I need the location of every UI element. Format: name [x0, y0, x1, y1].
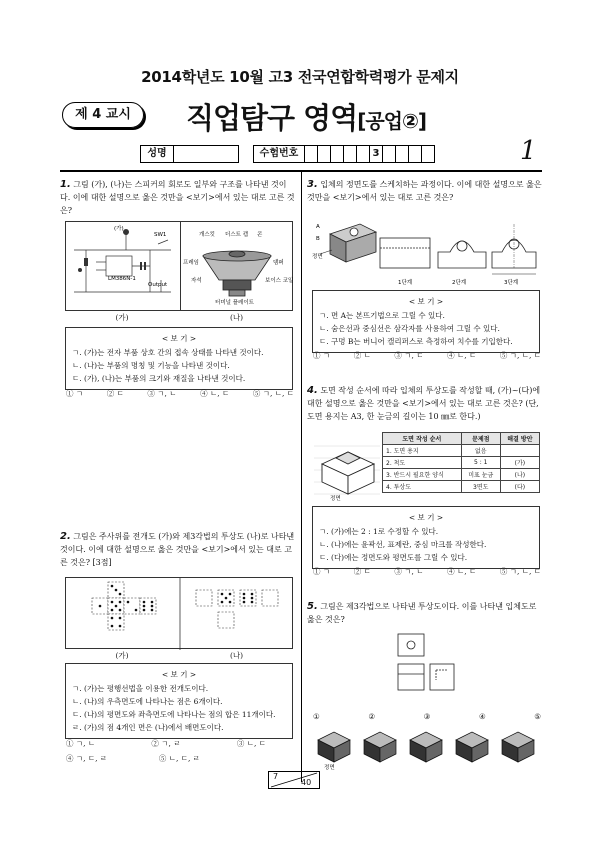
spacer: [238, 145, 254, 163]
bogi-item: ㄷ. (다)에는 정면도와 평면도를 그릴 수 있다.: [319, 553, 468, 562]
label-magnet: 자석: [191, 278, 202, 284]
exam-no-cell[interactable]: [395, 145, 409, 163]
col-header: 문제점: [461, 433, 500, 445]
table-cell: (다): [500, 481, 539, 493]
question-number: 3.: [307, 179, 318, 190]
page-number: 1: [520, 136, 537, 166]
circuit-ga-label: (가): [114, 226, 124, 232]
q5-choice-marks: [313, 712, 541, 721]
bogi-title: < 보 기 >: [161, 334, 197, 343]
question-1: [60, 178, 296, 217]
label-gasket: 개스킷: [199, 232, 215, 238]
step-2-drawing: [438, 241, 486, 268]
q2-options-row1: [66, 738, 266, 749]
dice-diagrams: [66, 578, 294, 650]
question-number: 1.: [60, 179, 71, 190]
bogi-item: ㄱ. (가)에는 2 : 1로 수정할 수 있다.: [319, 527, 439, 536]
option-3[interactable]: ③ ㄱ, ㄷ: [394, 351, 424, 360]
q3-bogi: [312, 290, 540, 353]
col-header: 해결 방안: [500, 433, 539, 445]
option-2[interactable]: ② ㄴ: [353, 351, 371, 360]
option-3[interactable]: ③ ㄱ, ㄴ: [394, 567, 424, 576]
candidate-info: [140, 145, 434, 163]
speaker-diagram: [181, 222, 293, 310]
table-row: [383, 481, 540, 493]
circuit-components: [78, 229, 146, 272]
bogi-item: ㄹ. (가)의 점 4개인 면은 (나)에서 배면도이다.: [72, 723, 224, 732]
label-front: 정면: [312, 254, 323, 260]
label-voicecoil: 보이스 코일: [265, 278, 293, 284]
bogi-item: ㄷ. 구멍 B는 버니어 캘리퍼스로 측정하여 치수를 기입한다.: [319, 337, 513, 346]
exam-title: 2014학년도 10월 고3 전국연합학력평가 문제지: [141, 68, 459, 86]
exam-no-label: 수험번호: [253, 145, 305, 163]
exam-no-cell[interactable]: [382, 145, 396, 163]
subject-title: [186, 96, 426, 137]
page-current: 7: [273, 772, 279, 781]
page-indicator: [268, 771, 320, 789]
option-5[interactable]: ⑤ ㄱ, ㄴ, ㄷ: [499, 351, 541, 360]
front-view: [398, 664, 424, 690]
name-label: 성명: [140, 145, 174, 163]
bogi-title: < 보 기 >: [408, 513, 444, 522]
label-terminal: 터미널 플레이트: [215, 300, 254, 306]
bogi-item: ㄱ. (가)는 전자 부품 상호 간의 접속 상태를 나타낸 것이다.: [72, 348, 264, 357]
q2-figure: [65, 577, 293, 649]
label-frame: 프레임: [183, 260, 199, 266]
bogi-item: ㄴ. 숨은선과 중심선은 삼각자를 사용하여 그릴 수 있다.: [319, 324, 500, 333]
bogi-item: ㄷ. (가), (나)는 부품의 크기와 재질을 나타낸 것이다.: [72, 374, 246, 383]
q5-orthographic: [380, 630, 470, 696]
exam-no-digit: 3: [369, 145, 383, 163]
bogi-item: ㄱ. (가)는 평행선법을 이용한 전개도이다.: [72, 684, 209, 693]
q1-caption-b: (나): [229, 313, 244, 322]
q1-options: [66, 388, 294, 399]
table-cell: 1. 도면 용지: [383, 445, 462, 457]
option-5[interactable]: ⑤: [534, 712, 541, 721]
circuit-diagram: [66, 222, 180, 310]
table-cell: 3. 반드시 필요한 양식: [383, 469, 462, 481]
switch-label: SW1: [154, 232, 167, 238]
option-3[interactable]: ③ ㄴ, ㄷ: [236, 739, 266, 748]
option-3[interactable]: ③: [423, 712, 431, 721]
question-4: [307, 384, 543, 423]
question-number: 5.: [307, 601, 318, 612]
table-cell: 없음: [461, 445, 500, 457]
option-4[interactable]: ④ ㄴ, ㄷ: [447, 351, 477, 360]
solid-4: [456, 732, 488, 762]
table-cell: [500, 445, 539, 457]
bogi-item: ㄷ. (나)의 평면도와 좌측면도에 나타나는 점의 합은 11개이다.: [72, 710, 276, 719]
q1-bogi: [65, 327, 293, 390]
solid-2: [364, 732, 396, 762]
step-1-label: 1단계: [398, 280, 413, 286]
isometric-part: [330, 224, 376, 262]
table-cell: (가): [500, 457, 539, 469]
table-row: [383, 445, 540, 457]
table-cell: 미표 눈금: [461, 469, 500, 481]
solid-1: [318, 732, 350, 762]
side-view: [430, 664, 454, 690]
period-badge: 제 4 교시: [62, 102, 144, 128]
bogi-item: ㄴ. (나)의 우측면도에 나타나는 점은 6개이다.: [72, 697, 223, 706]
q5-choice-solids: [312, 722, 542, 770]
question-2: [60, 530, 296, 569]
exam-no-cell[interactable]: [421, 145, 435, 163]
column-divider: [301, 172, 302, 782]
exam-no-cell[interactable]: [408, 145, 422, 163]
step-1-drawing: [380, 238, 430, 268]
option-1[interactable]: ①: [313, 712, 320, 721]
exam-no-cell[interactable]: [304, 145, 318, 163]
table-cell: 4. 투상도: [383, 481, 462, 493]
option-4[interactable]: ④: [478, 712, 486, 721]
ic-label: LM386N-1: [108, 276, 136, 282]
q3-sketch-figure: [310, 210, 542, 286]
option-4[interactable]: ④ ㄱ, ㄷ, ㄹ: [66, 754, 108, 763]
table-cell: 3면도: [461, 481, 500, 493]
option-5[interactable]: ⑤ ㄱ, ㄴ, ㄷ: [252, 389, 294, 398]
bogi-item: ㄱ. 면 A는 본뜨기법으로 그릴 수 있다.: [319, 311, 445, 320]
option-2[interactable]: ② ㄷ: [353, 567, 371, 576]
option-1[interactable]: ① ㄱ: [313, 351, 331, 360]
dice-projection: [196, 590, 278, 628]
table-cell: (나): [500, 469, 539, 481]
exam-no-cell[interactable]: [343, 145, 357, 163]
step-3-label: 3단계: [504, 280, 519, 286]
question-number: 4.: [307, 385, 318, 396]
step-3-drawing: [492, 224, 536, 274]
option-5[interactable]: ⑤ ㄱ, ㄴ, ㄷ: [499, 567, 541, 576]
name-field[interactable]: [173, 145, 239, 163]
label-damper: 댐퍼: [273, 260, 284, 266]
solid-3: [410, 732, 442, 762]
table-cell: 5 : 1: [461, 457, 500, 469]
question-text: 도면 작성 순서에 따라 입체의 투상도를 작성할 때, (가)~(다)에 대한 설명으로 옳은 것만을 <보기>에서 있는 대로 고른 것은? (단, 도면 용지는 A3, 한 눈금의 길이는 10 ㎜로 한다.): [307, 386, 541, 421]
option-5[interactable]: ⑤ ㄴ, ㄷ, ㄹ: [158, 754, 200, 763]
q4-options: [313, 566, 541, 577]
q1-caption-a: (가): [115, 313, 129, 322]
subject-main: 직업탐구 영역: [186, 101, 358, 135]
q2-bogi: [65, 663, 293, 739]
solid-5: [502, 732, 534, 762]
top-view: [398, 634, 424, 656]
table-cell: 2. 척도: [383, 457, 462, 469]
q2-options-row2: [66, 753, 200, 764]
label-cone: 콘: [257, 232, 263, 238]
front-label: 정면: [330, 496, 341, 502]
label-dustcap: 더스트 캡: [225, 232, 249, 238]
option-1[interactable]: ① ㄱ: [313, 567, 331, 576]
q3-options: [313, 350, 541, 361]
block-shape: [322, 452, 374, 494]
page-total: 40: [301, 778, 312, 787]
question-number: 2.: [60, 531, 71, 542]
exam-no-cell[interactable]: [330, 145, 344, 163]
drawing-process-table: [382, 432, 540, 493]
option-2[interactable]: ② ㄷ: [106, 389, 124, 398]
question-text: 입체의 정면도를 스케치하는 과정이다. 이에 대한 설명으로 옳은 것만을 <보기>에서 있는 대로 고른 것은?: [307, 180, 542, 202]
table-row: [383, 469, 540, 481]
q2-caption-b: (나): [229, 651, 244, 660]
col-header: 도면 작성 순서: [383, 433, 462, 445]
exam-no-cell[interactable]: [356, 145, 370, 163]
label-b: B: [316, 236, 320, 242]
q2-caption-a: (가): [115, 651, 129, 660]
question-3: [307, 178, 543, 204]
bogi-item: ㄴ. (나)에는 윤곽선, 표제란, 중심 마크를 작성한다.: [319, 540, 487, 549]
label-a: A: [316, 224, 320, 230]
dice-net: [92, 582, 156, 630]
q4-bogi: [312, 506, 540, 569]
bogi-item: ㄴ. (나)는 부품의 명칭 및 기능을 나타낸 것이다.: [72, 361, 230, 370]
front-label: 정면: [324, 765, 335, 770]
q1-figure: [65, 221, 293, 311]
table-row: [383, 457, 540, 469]
question-5: [307, 600, 543, 626]
option-1[interactable]: ① ㄱ, ㄴ: [66, 739, 96, 748]
question-text: 그림 (가), (나)는 스피커의 회로도 일부와 구조를 나타낸 것이다. 이에 대한 설명으로 옳은 것만을 <보기>에서 있는 대로 고른 것은?: [60, 180, 295, 215]
exam-no-cell[interactable]: [317, 145, 331, 163]
subject-sub: [공업②]: [357, 109, 427, 133]
option-2[interactable]: ②: [368, 712, 376, 721]
question-text: 그림은 주사위를 전개도 (가)와 제3각법의 투상도 (나)로 나타낸 것이다. 이에 대한 설명으로 옳은 것만을 <보기>에서 있는 대로 고른 것은? [3점]: [60, 532, 295, 567]
bogi-title: < 보 기 >: [161, 670, 197, 679]
bogi-title: < 보 기 >: [408, 297, 444, 306]
output-label: Output: [148, 282, 168, 288]
option-4[interactable]: ④ ㄴ, ㄷ: [200, 389, 230, 398]
option-4[interactable]: ④ ㄴ, ㄷ: [447, 567, 477, 576]
step-2-label: 2단계: [452, 280, 467, 286]
q4-isometric-grid: [314, 436, 380, 502]
question-text: 그림은 제3각법으로 나타낸 투상도이다. 이를 나타낸 입체도로 옳은 것은?: [307, 602, 537, 624]
option-2[interactable]: ② ㄱ, ㄹ: [151, 739, 181, 748]
option-3[interactable]: ③ ㄱ, ㄴ: [147, 389, 177, 398]
option-1[interactable]: ① ㄱ: [66, 389, 84, 398]
